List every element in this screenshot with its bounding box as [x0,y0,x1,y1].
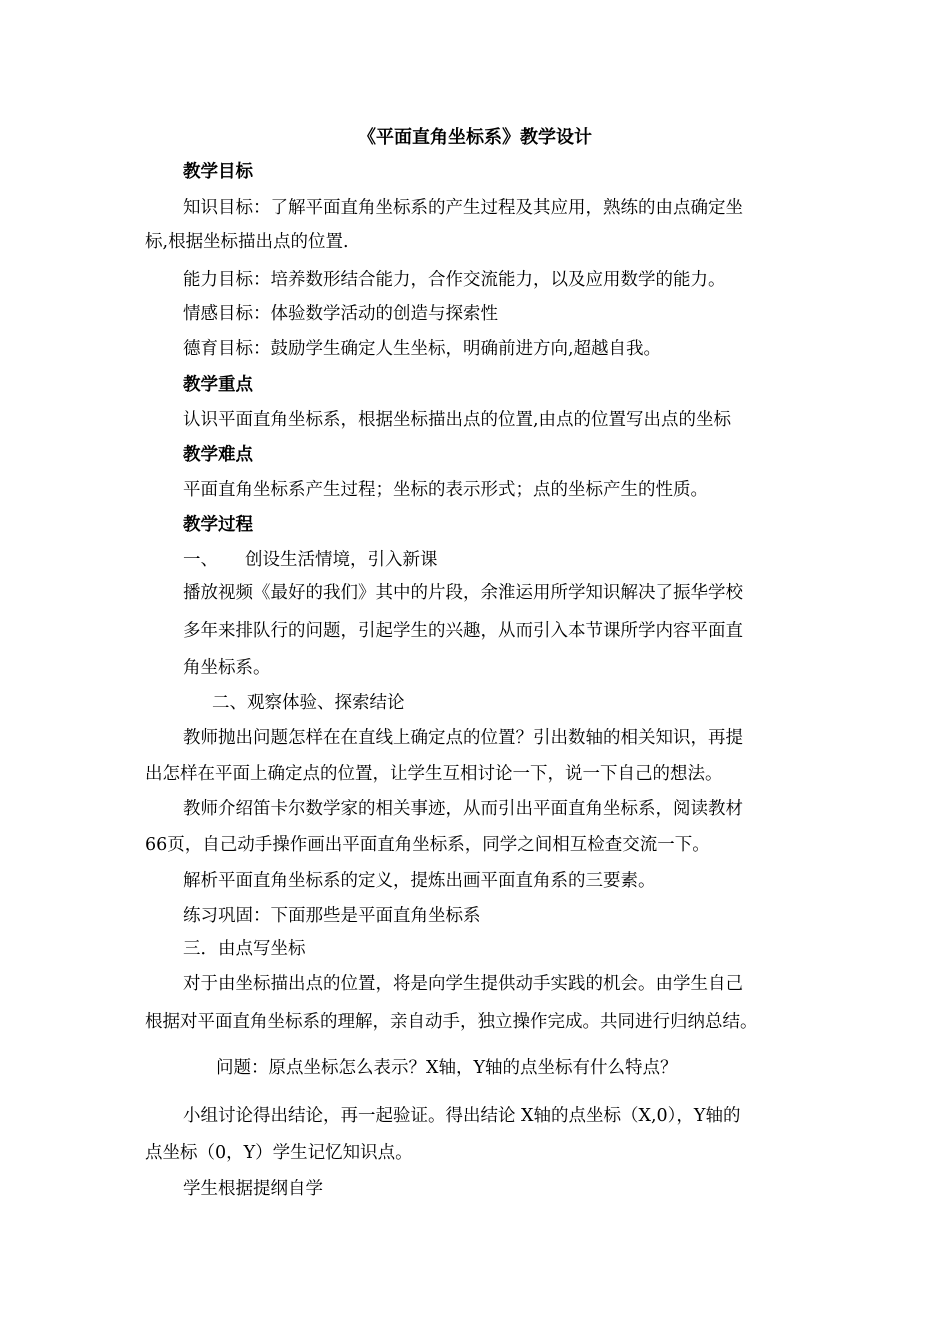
section-2-title: 二、观察体验、探索结论 [212,693,405,713]
paragraph-1-line-1: 播放视频《最好的我们》其中的片段，余淮运用所学知识解决了振华学校 [183,583,743,603]
goal-knowledge-line-1: 知识目标：了解平面直角坐标系的产生过程及其应用，熟练的由点确定坐 [183,198,743,218]
paragraph-1-line-2: 多年来排队行的问题，引起学生的兴趣，从而引入本节课所学内容平面直 [183,621,743,641]
section-1-title: 创设生活情境，引入新课 [245,550,438,570]
heading-difficulties: 教学难点 [183,445,253,465]
heading-process: 教学过程 [183,515,253,535]
paragraph-7-line-2: 点坐标（0，Y）学生记忆知识点。 [145,1143,413,1163]
paragraph-7-line-1: 小组讨论得出结论，再一起验证。得出结论 X轴的点坐标（X,0），Y轴的 [183,1106,741,1126]
paragraph-2-line-1: 教师抛出问题怎样在在直线上确定点的位置？引出数轴的相关知识，再提 [183,728,743,748]
heading-goals: 教学目标 [183,162,253,182]
key-points-text: 认识平面直角坐标系，根据坐标描出点的位置,由点的位置写出点的坐标 [183,410,732,430]
goal-moral: 德育目标：鼓励学生确定人生坐标，明确前进方向,超越自我。 [183,339,662,359]
goal-ability: 能力目标：培养数形结合能力，合作交流能力，以及应用数学的能力。 [183,270,726,290]
section-1-number: 一、 [183,550,218,570]
paragraph-3-line-2: 66页，自己动手操作画出平面直角坐标系，同学之间相互检查交流一下。 [145,835,710,855]
paragraph-1-line-3: 角坐标系。 [183,658,271,678]
section-3-title: 三．由点写坐标 [183,939,306,959]
paragraph-3-line-1: 教师介绍笛卡尔数学家的相关事迹，从而引出平面直角坐标系，阅读教材 [183,799,743,819]
question-line: 问题：原点坐标怎么表示？X轴，Y轴的点坐标有什么特点？ [216,1058,678,1078]
paragraph-4: 解析平面直角坐标系的定义，提炼出画平面直角系的三要素。 [183,871,656,891]
goal-knowledge-line-2: 标,根据坐标描出点的位置. [145,232,349,252]
paragraph-6-line-2: 根据对平面直角坐标系的理解，亲自动手，独立操作完成。共同进行归纳总结。 [145,1012,758,1032]
paragraph-2-line-2: 出怎样在平面上确定点的位置，让学生互相讨论一下，说一下自己的想法。 [145,764,723,784]
paragraph-6-line-1: 对于由坐标描出点的位置，将是向学生提供动手实践的机会。由学生自己 [183,974,743,994]
heading-key-points: 教学重点 [183,375,253,395]
paragraph-5: 练习巩固：下面那些是平面直角坐标系 [183,906,481,926]
paragraph-8: 学生根据提纲自学 [183,1179,323,1199]
goal-emotion: 情感目标：体验数学活动的创造与探索性 [183,304,498,324]
document-title: 《平面直角坐标系》教学设计 [358,127,592,148]
difficulties-text: 平面直角坐标系产生过程；坐标的表示形式；点的坐标产生的性质。 [183,480,708,500]
